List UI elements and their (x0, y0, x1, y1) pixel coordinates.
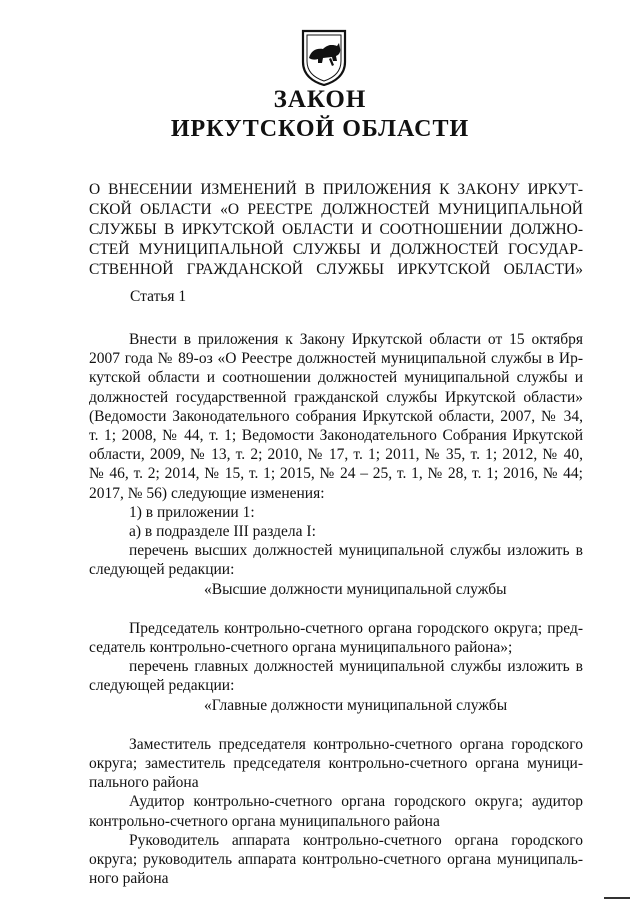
body-line: Аудитор контрольно-счетного органа городского округа; аудитор (129, 793, 583, 811)
body-line: ного района (89, 870, 169, 888)
list-item-a: а) в подразделе III раздела I: (129, 523, 316, 541)
heading-line: СКОЙ ОБЛАСТИ «О РЕЕСТРЕ ДОЛЖНОСТЕЙ МУНИЦИПАЛЬНОЙ (89, 201, 583, 218)
body-line: перечень главных должностей муниципальной службы изложить в (129, 658, 583, 676)
law-heading (89, 180, 583, 280)
body-line: т. 1; 2008, № 44, т. 1; Ведомости Законодательного Собрания Иркутской (89, 427, 583, 445)
body-line: кутской области и соотношении должностей муниципальной службы и (89, 369, 583, 387)
heading-line: СТЕЙ МУНИЦИПАЛЬНОЙ СЛУЖБЫ И ДОЛЖНОСТЕЙ ГОСУДАР- (89, 241, 583, 258)
body-line: Заместитель председателя контрольно-счетного органа городского (129, 735, 583, 753)
body-line: контрольно-счетного органа муниципального района (89, 812, 440, 830)
scan-mark (604, 897, 630, 899)
body-line: Руководитель аппарата контрольно-счетного органа городского (129, 831, 583, 849)
section-title-higher: «Высшие должности муниципальной службы (204, 580, 507, 598)
article-label: Статья 1 (130, 288, 187, 305)
body-line: следующей редакции: (89, 677, 235, 695)
spacer (89, 599, 583, 619)
body-line: Внести в приложения к Закону Иркутской области от 15 октября (129, 331, 583, 348)
body-line: 2007 года № 89-оз «О Реестре должностей муниципальной службы в Ир- (89, 350, 583, 368)
heading-line: О ВНЕСЕНИИ ИЗМЕНЕНИЙ В ПРИЛОЖЕНИЯ К ЗАКОНУ ИРКУТ- (89, 181, 583, 198)
heading-line: СЛУЖБЫ В ИРКУТСКОЙ ОБЛАСТИ И СООТНОШЕНИИ ДОЛЖНО- (89, 221, 583, 238)
body-line: округа; заместитель председателя контрольно-счетного органа муници- (89, 755, 583, 773)
article-body (89, 330, 583, 888)
spacer (89, 715, 583, 735)
body-line: должностей государственной гражданской службы Иркутской области» (89, 388, 583, 406)
body-line: пального района (89, 774, 199, 792)
list-item-1: 1) в приложении 1: (129, 503, 255, 521)
body-line: перечень высших должностей муниципальной службы изложить в (129, 542, 583, 560)
body-line: Председатель контрольно-счетного органа городского округа; пред- (129, 619, 583, 637)
body-line: следующей редакции: (89, 561, 235, 579)
section-title-main: «Главные должности муниципальной службы (204, 696, 508, 714)
law-title: ЗАКОН (273, 86, 367, 113)
coat-of-arms-icon (299, 28, 349, 86)
heading-line: СТВЕННОЙ ГРАЖДАНСКОЙ СЛУЖБЫ ИРКУТСКОЙ ОБЛАСТИ» (89, 261, 583, 278)
body-line: 2017, № 56) следующие изменения: (89, 484, 325, 502)
body-line: (Ведомости Законодательного собрания Иркутской области, 2007, № 34, (89, 407, 583, 425)
body-line: области, 2009, № 13, т. 2; 2010, № 17, т. 1; 2011, № 35, т. 1; 2012, № 40, (89, 446, 583, 464)
body-line: округа; руководитель аппарата контрольно-счетного органа муниципаль- (89, 851, 583, 869)
region-title: ИРКУТСКОЙ ОБЛАСТИ (170, 116, 470, 142)
body-line: седатель контрольно-счетного органа муниципального района»; (89, 639, 513, 657)
body-line: № 46, т. 2; 2014, № 15, т. 1; 2015, № 24 – 25, т. 1, № 28, т. 1; 2016, № 44; (89, 465, 583, 483)
